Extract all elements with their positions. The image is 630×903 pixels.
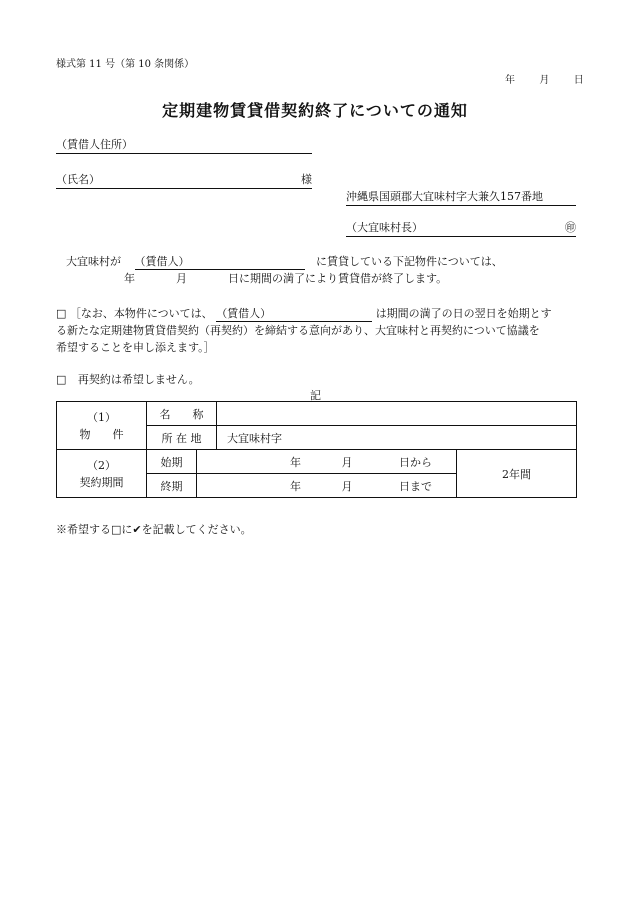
- name-value-cell[interactable]: [217, 402, 577, 426]
- option2-line: [56, 371, 200, 387]
- body-tenant-label: （賃借人）: [134, 255, 190, 268]
- end-label-cell: [147, 474, 197, 498]
- property-table: [56, 401, 577, 498]
- date-day: 日: [573, 75, 584, 86]
- body-rest: 日に期間の満了により賃貸借が終了します。: [228, 272, 448, 285]
- location-value: 大宜味村字: [227, 431, 282, 445]
- form-number: 様式第 11 号（第 10 条関係）: [56, 59, 195, 70]
- option2-checkbox[interactable]: □: [56, 373, 67, 386]
- option1-line-3: 希望することを申し添えます。］: [56, 341, 215, 354]
- date-month: 月: [539, 75, 550, 86]
- end-month: 月: [341, 479, 353, 493]
- body-prefix: 大宜味村が: [66, 255, 121, 268]
- body-tenant-blank: [135, 253, 305, 270]
- footer-note: ※希望する□に✔を記載してください。: [56, 523, 252, 536]
- table-row: [57, 450, 577, 474]
- body-line-1: [66, 253, 503, 270]
- end-date-cell[interactable]: [197, 474, 457, 498]
- property-number: （1）: [87, 410, 116, 424]
- date-year: 年: [505, 75, 515, 86]
- option1-checkbox[interactable]: □: [56, 307, 67, 320]
- sender-name-line: [346, 219, 576, 237]
- addressee-name-label: （氏名）: [56, 173, 100, 186]
- start-month: 月: [341, 455, 353, 469]
- name-label-cell: [147, 402, 217, 426]
- body-month: 月: [176, 272, 187, 285]
- end-year: 年: [290, 479, 301, 493]
- addressee-address-label: （賃借人住所）: [56, 138, 133, 151]
- period-number: （2）: [87, 458, 116, 472]
- option1-suffix: は期間の満了の日の翌日を始期とす: [375, 307, 552, 320]
- duration-value: 2年間: [502, 467, 531, 481]
- sender-name-label: （大宜味村長）: [346, 221, 423, 234]
- addressee-name-line: [56, 171, 312, 189]
- period-label: 契約期間: [79, 475, 124, 489]
- start-day: 日から: [399, 455, 432, 469]
- option1-line-2: る新たな定期建物賃貸借契約（再契約）を締結する意向があり、大宜味村と再契約について協議を: [56, 324, 540, 337]
- option1-line-1: [56, 305, 552, 322]
- location-value-cell[interactable]: [217, 426, 577, 450]
- property-header-cell: [57, 402, 147, 450]
- start-label: 始期: [160, 455, 183, 469]
- start-label-cell: [147, 450, 197, 474]
- location-label: 所 在 地: [161, 431, 202, 445]
- name-label: 名 称: [159, 407, 204, 421]
- body-year: 年: [124, 272, 135, 285]
- addressee-address-line: [56, 136, 312, 154]
- ki-label: 記: [310, 389, 321, 402]
- option2-text: 再契約は希望しません。: [77, 373, 200, 386]
- page-title: 定期建物賃貸借契約終了についての通知: [162, 101, 468, 120]
- option1-tenant-blank: [216, 305, 372, 322]
- date-line: [505, 71, 584, 86]
- start-date-cell[interactable]: [197, 450, 457, 474]
- body-line-2: [124, 270, 447, 286]
- honorific: 様: [301, 173, 312, 186]
- end-label: 終期: [160, 479, 183, 493]
- body-suffix: に賃貸している下記物件については、: [316, 255, 503, 268]
- sender-address: 沖縄県国頭郡大宜味村字大兼久157番地: [346, 188, 576, 206]
- option1-prefix: ［なお、本物件については、: [69, 307, 213, 320]
- duration-cell: [457, 450, 577, 498]
- end-day: 日まで: [399, 479, 432, 493]
- location-label-cell: [147, 426, 217, 450]
- property-label: 物 件: [79, 427, 124, 441]
- period-header-cell: [57, 450, 147, 498]
- seal-mark: ㊞: [565, 221, 576, 234]
- table-row: [57, 402, 577, 426]
- option1-tenant-label: （賃借人）: [216, 307, 272, 320]
- start-year: 年: [290, 455, 301, 469]
